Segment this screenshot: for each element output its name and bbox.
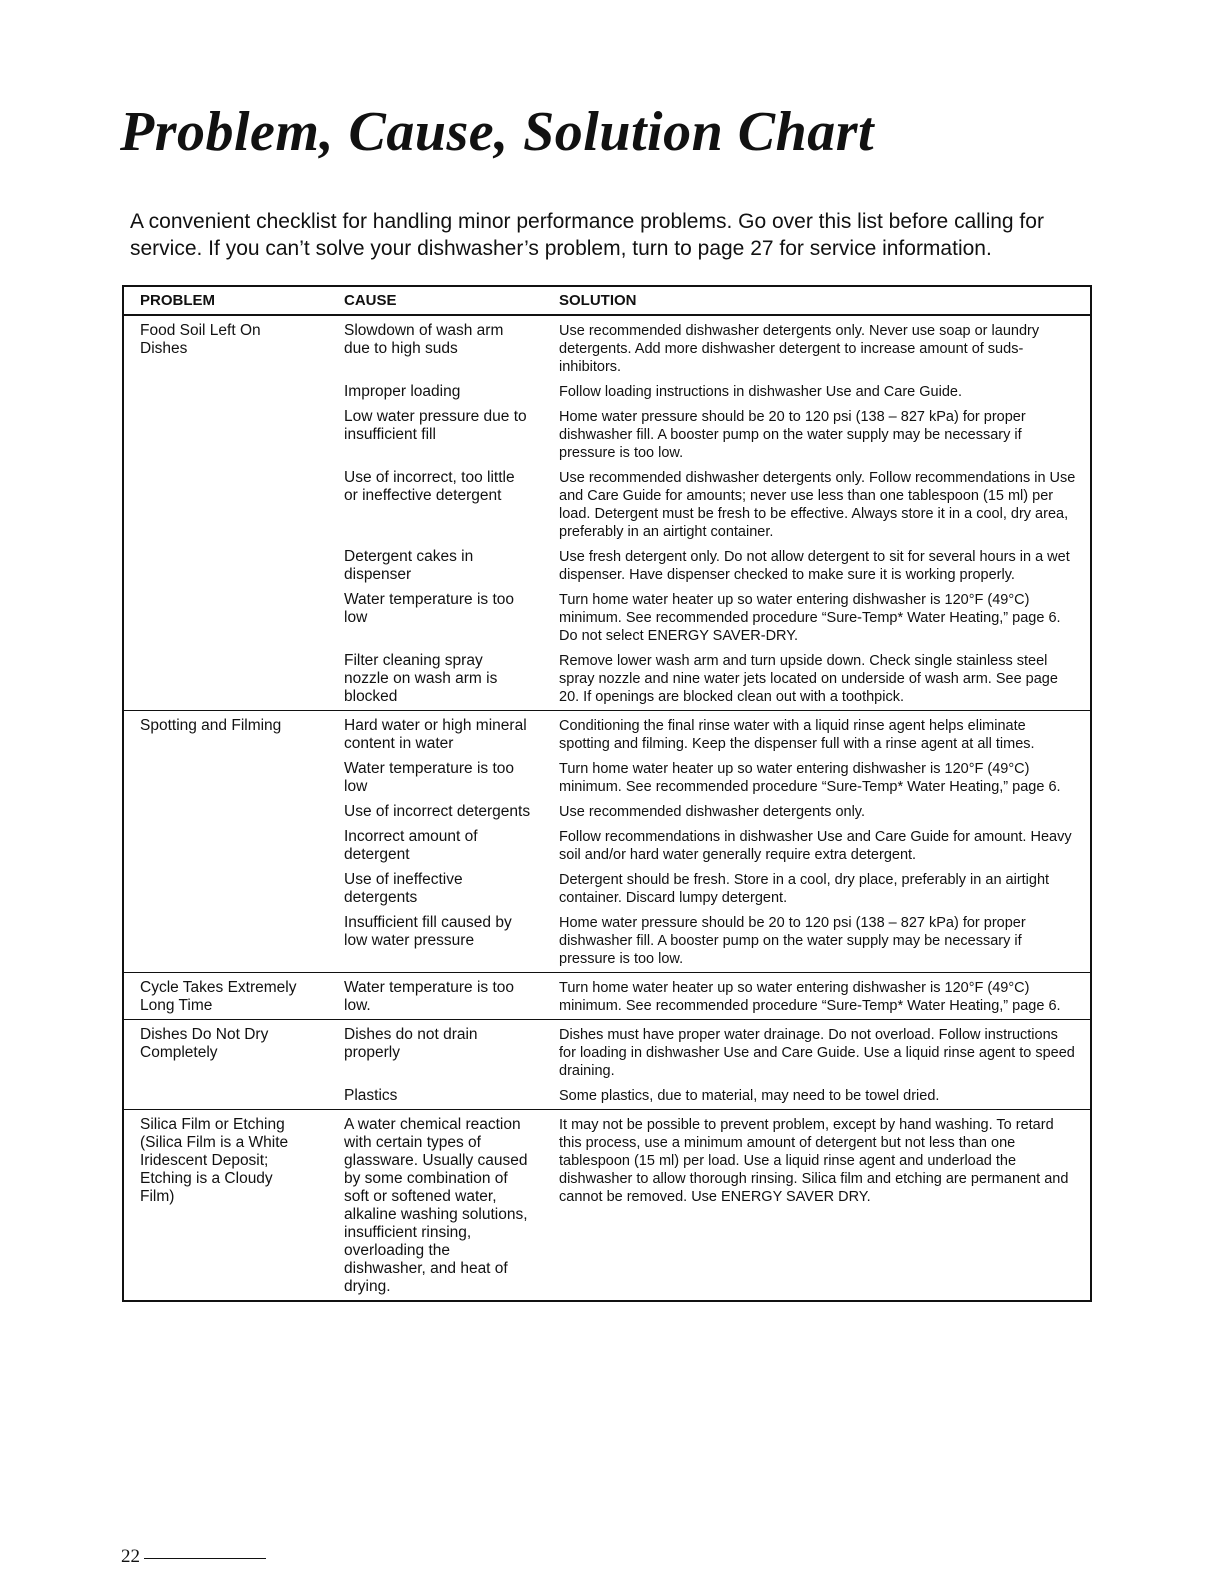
table-header [124, 287, 1090, 316]
intro-paragraph: A convenient checklist for handling minor performance problems. Go over this list before calling for service. If you can’t solve your dishwasher’s problem, turn to page 27 for service information. [130, 210, 1044, 260]
table-row [326, 979, 1090, 1015]
footer-rule [144, 1558, 266, 1559]
cause-cell: Dishes do not drain properly [344, 1026, 478, 1061]
solution-cell: Use recommended dishwasher detergents only. Never use soap or laundry detergents. Add more dishwasher detergent to increase amount of suds-inhibitors. [559, 323, 1040, 375]
table-row [326, 591, 1090, 645]
solution-cell: Use recommended dishwasher detergents only. [559, 804, 866, 820]
solution-cell: Turn home water heater up so water entering dishwasher is 120°F (49°C) minimum. See recommended procedure “Sure-Temp* Water Heating,” page 6. [559, 761, 1061, 795]
cause-cell: Use of incorrect detergents [344, 803, 531, 820]
table-row [326, 914, 1090, 968]
cause-column-header: CAUSE [344, 292, 397, 309]
solution-cell: Dishes must have proper water drainage. Do not overload. Follow instructions for loading in dishwasher Use and Care Guide. Use a liquid rinse agent to speed draining. [559, 1027, 1075, 1079]
table-row [326, 1116, 1090, 1296]
cause-cell: Use of ineffective detergents [344, 871, 463, 906]
solution-column-header: SOLUTION [559, 292, 637, 309]
cause-cell: Low water pressure due to insufficient fill [344, 408, 527, 443]
solution-cell: Use recommended dishwasher detergents only. Follow recommendations in Use and Care Guide for amounts; never use less than one tablespoon (15 ml) per load. Detergent must be fresh to be effective. Always store it in a cool, dry area, preferably in an airtight container. [559, 470, 1076, 540]
cause-cell: Water temperature is too low. [344, 979, 514, 1014]
solution-cell: Turn home water heater up so water entering dishwasher is 120°F (49°C) minimum. See recommended procedure “Sure-Temp* Water Heating,” page 6. [559, 980, 1061, 1014]
table-row [326, 1087, 1090, 1105]
cause-cell: Slowdown of wash arm due to high suds [344, 322, 504, 357]
solution-cell: Detergent should be fresh. Store in a cool, dry place, preferably in an airtight container. Discard lumpy detergent. [559, 872, 1050, 906]
problem-cell: Cycle Takes Extremely Long Time [140, 979, 297, 1014]
solution-cell: Follow recommendations in dishwasher Use and Care Guide for amount. Heavy soil and/or hard water generally require extra detergent. [559, 829, 1072, 863]
cause-cell: Water temperature is too low [344, 760, 514, 795]
cause-cell: Detergent cakes in dispenser [344, 548, 474, 583]
table-row [326, 871, 1090, 907]
problem-cell: Dishes Do Not Dry Completely [140, 1026, 269, 1061]
table-row [326, 383, 1090, 401]
problem-cell: Food Soil Left On Dishes [140, 322, 261, 357]
problem-group-spotting-filming [124, 711, 1090, 973]
solution-cell: Turn home water heater up so water entering dishwasher is 120°F (49°C) minimum. See recommended procedure “Sure-Temp* Water Heating,” page 6. Do not select ENERGY SAVER-DRY. [559, 592, 1061, 644]
cause-cell: Water temperature is too low [344, 591, 514, 626]
problem-group-silica-etching [124, 1110, 1090, 1300]
table-row [326, 322, 1090, 376]
cause-cell: Use of incorrect, too little or ineffective detergent [344, 469, 515, 504]
page-title: Problem, Cause, Solution Chart [120, 101, 875, 163]
solution-cell: Conditioning the final rinse water with a liquid rinse agent helps eliminate spotting and filming. Keep the dispenser full with a rinse agent at all times. [559, 718, 1035, 752]
table-row [326, 1026, 1090, 1080]
problem-group-long-cycle [124, 973, 1090, 1020]
problem-group-not-dry [124, 1020, 1090, 1110]
table-row [326, 408, 1090, 462]
cause-cell: A water chemical reaction with certain types of glassware. Usually caused by some combination of soft or softened water, alkaline washing solutions, insufficient rinsing, overloading the dishwasher, and heat of drying. [344, 1116, 528, 1295]
page-number: 22 [121, 1546, 140, 1567]
table-row [326, 469, 1090, 541]
cause-cell: Incorrect amount of detergent [344, 828, 478, 863]
table-row [326, 717, 1090, 753]
solution-cell: Home water pressure should be 20 to 120 psi (138 – 827 kPa) for proper dishwasher fill. A booster pump on the water supply may be necessary if pressure is too low. [559, 409, 1026, 461]
cause-cell: Filter cleaning spray nozzle on wash arm is blocked [344, 652, 498, 705]
cause-cell: Insufficient fill caused by low water pressure [344, 914, 512, 949]
solution-cell: Use fresh detergent only. Do not allow detergent to sit for several hours in a wet dispenser. Have dispenser checked to make sure it is working properly. [559, 549, 1070, 583]
cause-cell: Hard water or high mineral content in water [344, 717, 527, 752]
solution-cell: Home water pressure should be 20 to 120 psi (138 – 827 kPa) for proper dishwasher fill. A booster pump on the water supply may be necessary if pressure is too low. [559, 915, 1026, 967]
table-row [326, 652, 1090, 706]
problem-cause-solution-table [122, 285, 1092, 1302]
problem-cell: Spotting and Filming [140, 717, 282, 734]
solution-cell: Some plastics, due to material, may need to be towel dried. [559, 1088, 940, 1104]
solution-cell: It may not be possible to prevent problem, except by hand washing. To retard this process, use a minimum amount of detergent but not less than one tablespoon (15 ml) per load. Use a liquid rinse agent and underload the dishwasher to allow thorough rinsing. Silica film and etching are permanent and cannot be removed. Use ENERGY SAVER DRY. [559, 1117, 1069, 1205]
problem-cell: Silica Film or Etching (Silica Film is a White Iridescent Deposit; Etching is a Cloudy Film) [140, 1116, 289, 1205]
cause-cell: Plastics [344, 1087, 398, 1104]
table-row [326, 760, 1090, 796]
problem-column-header: PROBLEM [140, 292, 215, 309]
solution-cell: Remove lower wash arm and turn upside down. Check single stainless steel spray nozzle and nine water jets located on underside of wash arm. See page 20. If openings are blocked clean out with a toothpick. [559, 653, 1058, 705]
solution-cell: Follow loading instructions in dishwasher Use and Care Guide. [559, 384, 962, 400]
problem-group-food-soil [124, 316, 1090, 711]
table-row [326, 548, 1090, 584]
table-row [326, 803, 1090, 821]
cause-cell: Improper loading [344, 383, 461, 400]
table-row [326, 828, 1090, 864]
